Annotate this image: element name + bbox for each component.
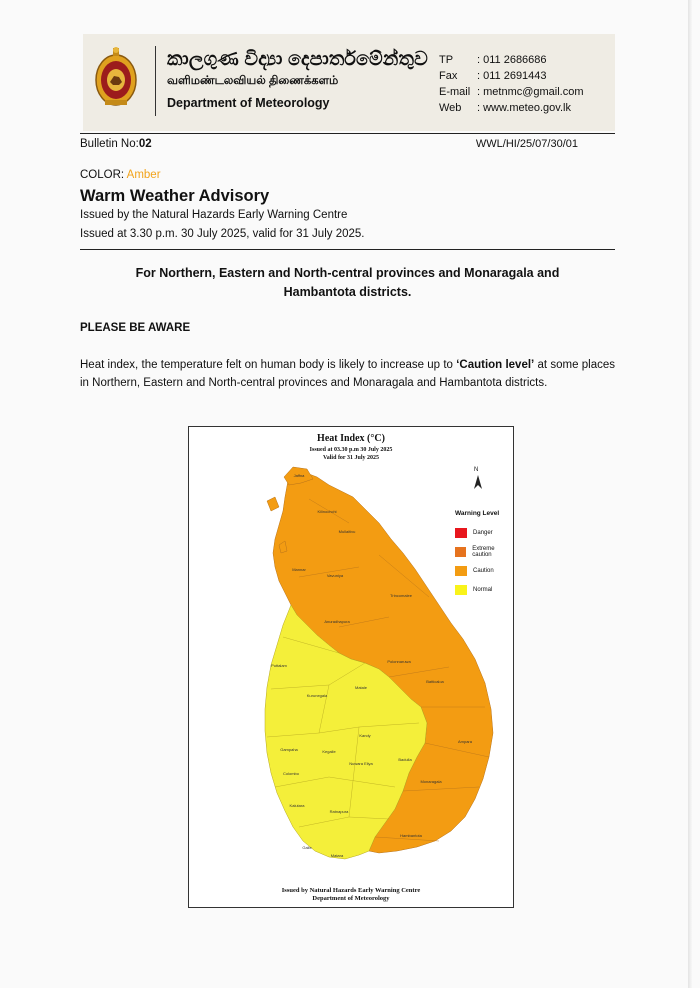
- legend-label: Danger: [473, 529, 493, 536]
- district-label-matale: Matale: [354, 685, 368, 690]
- district-label-polonnaruwa: Polonnaruwa: [387, 659, 411, 664]
- map-valid-line: Valid for 31 July 2025: [322, 455, 379, 461]
- legend-swatch: [455, 566, 467, 576]
- body-text-after: at some places in Northern, Eastern and North-central provinces and Monaragala and Hambantota districts.: [80, 359, 615, 389]
- contact-block: [439, 52, 584, 116]
- legend-item-normal: [455, 580, 513, 599]
- bulletin-label: Bulletin No:: [80, 138, 139, 150]
- color-label: COLOR:: [80, 169, 127, 181]
- color-level: [80, 169, 161, 181]
- contact-key: Fax: [439, 70, 458, 82]
- district-label-batticaloa: Batticaloa: [426, 679, 444, 684]
- contact-key: TP: [439, 54, 454, 66]
- district-label-monaragala: Monaragala: [420, 779, 442, 784]
- contact-row-email: [439, 84, 584, 100]
- contact-value: : metnmc@gmail.com: [477, 86, 584, 98]
- color-value: Amber: [126, 169, 161, 181]
- sri-lanka-emblem-icon: [93, 44, 139, 110]
- bulletin-reference: WWL/HI/25/07/30/01: [475, 138, 578, 150]
- header-divider: [155, 46, 156, 116]
- contact-row-web: [439, 100, 584, 116]
- district-label-kalutara: Kalutara: [289, 803, 305, 808]
- contact-value: : www.meteo.gov.lk: [477, 102, 571, 114]
- affected-areas-heading: For Northern, Eastern and North-central provinces and Monaragala and Hambantota districts.: [135, 266, 560, 299]
- legend-label: Normal: [473, 586, 493, 593]
- advisory-title: Warm Weather Advisory: [80, 187, 270, 205]
- contact-value: : 011 2691443: [477, 70, 547, 82]
- map-issued-line: Issued at 03.30 p.m 30 July 2025: [309, 447, 393, 453]
- map-title: Heat Index (°C): [317, 433, 385, 444]
- issued-at: Issued at 3.30 p.m. 30 July 2025, valid for 31 July 2025.: [80, 228, 365, 240]
- district-label-nuwara-eliya: Nuwara Eliya: [349, 761, 373, 766]
- map-footer-department: Department of Meteorology: [312, 895, 390, 902]
- legend-label: Caution: [473, 567, 494, 574]
- district-label-anuradhapura: Anuradhapura: [324, 619, 350, 624]
- legend-swatch: [455, 547, 466, 557]
- district-label-kurunegala: Kurunegala: [306, 693, 328, 698]
- legend-item-extreme-caution: [455, 542, 513, 561]
- district-label-mannar: Mannar: [292, 567, 306, 572]
- contact-row-tp: [439, 52, 584, 68]
- contact-key: Web: [439, 102, 462, 114]
- heat-index-map: [188, 426, 514, 908]
- contact-value: : 011 2686686: [477, 54, 547, 66]
- district-label-colombo: Colombo: [282, 771, 300, 776]
- district-label-kandy: Kandy: [359, 733, 371, 738]
- district-label-ratnapura: Ratnapura: [329, 809, 349, 814]
- district-label-jaffna: Jaffna: [293, 473, 305, 478]
- department-name-english: Department of Meteorology: [167, 96, 330, 110]
- legend-swatch: [455, 585, 467, 595]
- district-label-hambantota: Hambantota: [400, 833, 422, 838]
- department-name-sinhala: කාලගුණ විද්‍යා දෙපාර්තමේන්තුව: [167, 49, 428, 70]
- district-label-trincomalee: Trincomalee: [390, 593, 412, 598]
- district-label-kegalle: Kegalle: [322, 749, 336, 754]
- legend-swatch: [455, 528, 467, 538]
- district-label-gampaha: Gampaha: [280, 747, 298, 752]
- please-be-aware-heading: PLEASE BE AWARE: [80, 322, 191, 334]
- region-islet: [267, 497, 279, 511]
- district-label-galle: Galle: [302, 845, 312, 850]
- district-label-vavuniya: Vavuniya: [326, 573, 344, 578]
- sri-lanka-map: [189, 427, 513, 907]
- legend-title: Warning Level: [455, 510, 500, 517]
- body-text-before: Heat index, the temperature felt on human body is likely to increase up to: [80, 359, 457, 371]
- bulletin-value: 02: [138, 138, 152, 150]
- district-label-badulla: Badulla: [398, 757, 412, 762]
- issued-by: Issued by the Natural Hazards Early Warning Centre: [80, 209, 348, 221]
- district-label-ampara: Ampara: [457, 739, 473, 744]
- letterhead: [83, 34, 615, 131]
- north-label: N: [474, 467, 479, 473]
- legend-item-danger: [455, 523, 513, 542]
- district-label-matara: Matara: [330, 853, 344, 858]
- contact-key: E-mail: [439, 86, 471, 98]
- district-label-kilinochchi: Kilinochchi: [317, 509, 337, 514]
- bulletin-number: [80, 138, 152, 150]
- page-edge-shadow: [688, 0, 692, 988]
- district-label-mullaitivu: Mullaitivu: [338, 529, 356, 534]
- section-rule: [80, 249, 615, 250]
- contact-row-fax: [439, 68, 584, 84]
- body-emphasis: ‘Caution level’: [456, 359, 535, 371]
- warning-level-legend: [455, 510, 513, 599]
- district-label-puttalam: Puttalam: [271, 663, 287, 668]
- legend-label: Extreme caution: [472, 545, 495, 558]
- legend-item-caution: [455, 561, 513, 580]
- map-footer-issuer: Issued by Natural Hazards Early Warning Centre: [281, 887, 421, 894]
- header-rule: [80, 133, 615, 134]
- department-name-tamil: வளிமண்டலவியல் திணைக்களம்: [167, 75, 339, 87]
- advisory-body: [80, 356, 615, 392]
